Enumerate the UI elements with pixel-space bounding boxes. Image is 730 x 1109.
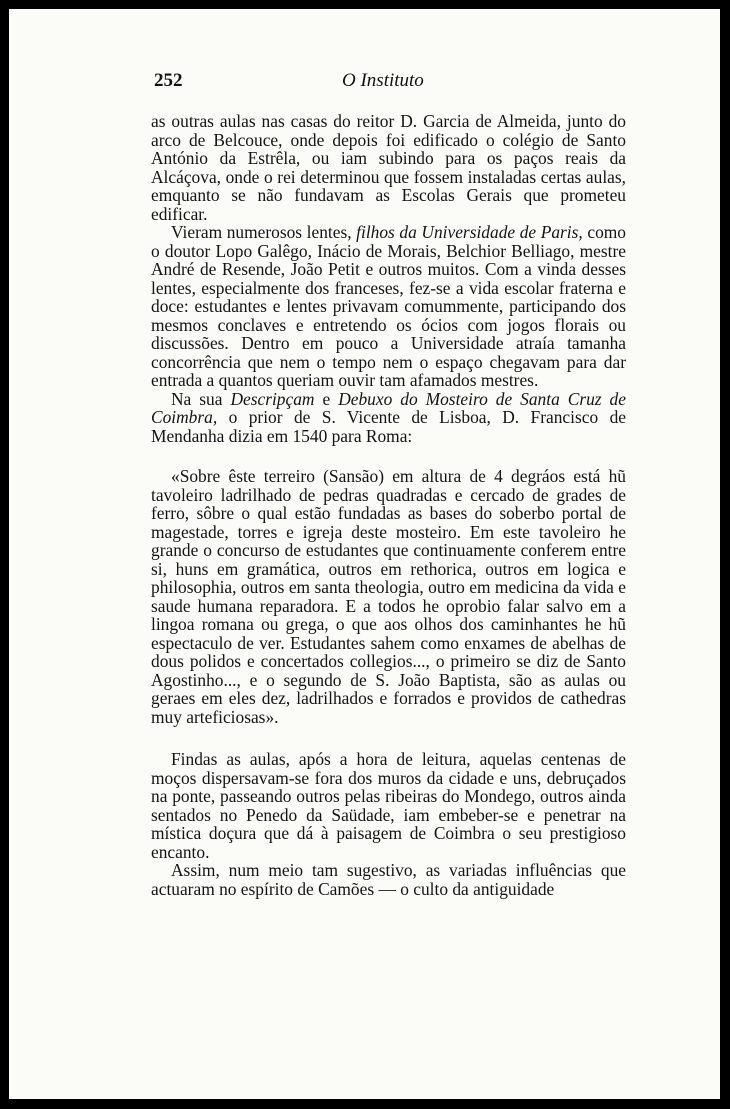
paragraph-3-italic-a: Descripçam: [230, 388, 315, 409]
paragraph-3: [151, 390, 626, 446]
block-quote: «Sobre êste terreiro (Sansão) em altura de 4 degráos está hũ tavoleiro ladrilhado de pedras quadradas e cercado de grades de ferro, sôbre o qual estão fundadas as bases do soberbo portal de magestade, torres e igreja deste mosteiro. Em este tavoleiro he grande o concurso de estudantes que continuamente conferem entre si, huns em gramática, outros em rethorica, outros em logica e philosophia, outros em santa theologia, outro em medicina da vida e saude humana reparadora. E a todos he oprobio falar salvo em a lingoa romana ou grega, o que aos olhos dos caminhantes he hũ espectaculo de ver. Estudantes sahem como enxames de abelhas de dous polidos e concertados collegios..., o primeiro se diz de Santo Agostinho..., e o segundo de S. João Baptista, são as aulas ou geraes em eles dez, ladrilhados e forrados e providos de cathedras muy arteficiosas».: [151, 466, 626, 727]
page-number: 252: [154, 70, 183, 91]
paragraph-1: as outras aulas nas casas do reitor D. Garcia de Almeida, junto do arco de Belcouce, onde depois foi edificado o colégio de Santo António da Estrêla, ou iam subindo para os paços reais da Alcáçova, onde o rei determinou que fossem instaladas certas aulas, emquanto se não fundavam as Escolas Gerais que prometeu edificar.: [151, 111, 626, 224]
body-text: [151, 112, 626, 898]
paragraph-3-text-b: e: [322, 388, 331, 409]
paragraph-3-text-c: o prior de S. Vicente de Lisboa, D. Francisco de Mendanha dizia em 1540 para Roma:: [151, 407, 626, 446]
paragraph-4: Findas as aulas, após a hora de leitura, aquelas centenas de moços dispersavam-se fora dos muros da cidade e uns, debruçados na ponte, passeando outros pelas ribeiras do Mondego, outros ainda sentados no Penedo da Saüdade, iam embeber-se e penetrar na mística doçura que dá à paisagem de Coimbra o seu prestigioso encanto.: [151, 749, 626, 862]
book-page: [9, 9, 720, 1099]
paragraph-3-text-a: Na sua: [171, 388, 223, 409]
paragraph-5: Assim, num meio tam sugestivo, as variadas influências que actuaram no espírito de Camões — o culto da antiguidade: [151, 860, 626, 899]
running-title: O Instituto: [342, 70, 424, 91]
paragraph-2-italic: filhos da Universidade de Paris,: [356, 222, 583, 242]
page-header: [154, 70, 634, 100]
paragraph-2-text-b: como o doutor Lopo Galêgo, Inácio de Morais, Belchior Belliago, mestre André de Resende, João Petit e outros muitos. Com a vinda desses lentes, especialmente dos franceses, fez-se a vida escolar fraterna e doce: estudantes e lentes privavam comummente, participando dos mesmos conclaves e entretendo os ócios com jogos florais ou discussões. Dentro em pouco a Universidade atraía tamanha concorrência que nem o tempo nem o espaço chegavam para dar entrada a quantos queriam ouvir tam afamados mestres.: [151, 222, 626, 390]
paragraph-2-text-a: Vieram numerosos lentes,: [171, 222, 352, 242]
paragraph-2: [151, 223, 626, 390]
paragraph-3-italic-b: Debuxo do Mosteiro de Santa Cruz de Coimbra,: [151, 388, 626, 427]
